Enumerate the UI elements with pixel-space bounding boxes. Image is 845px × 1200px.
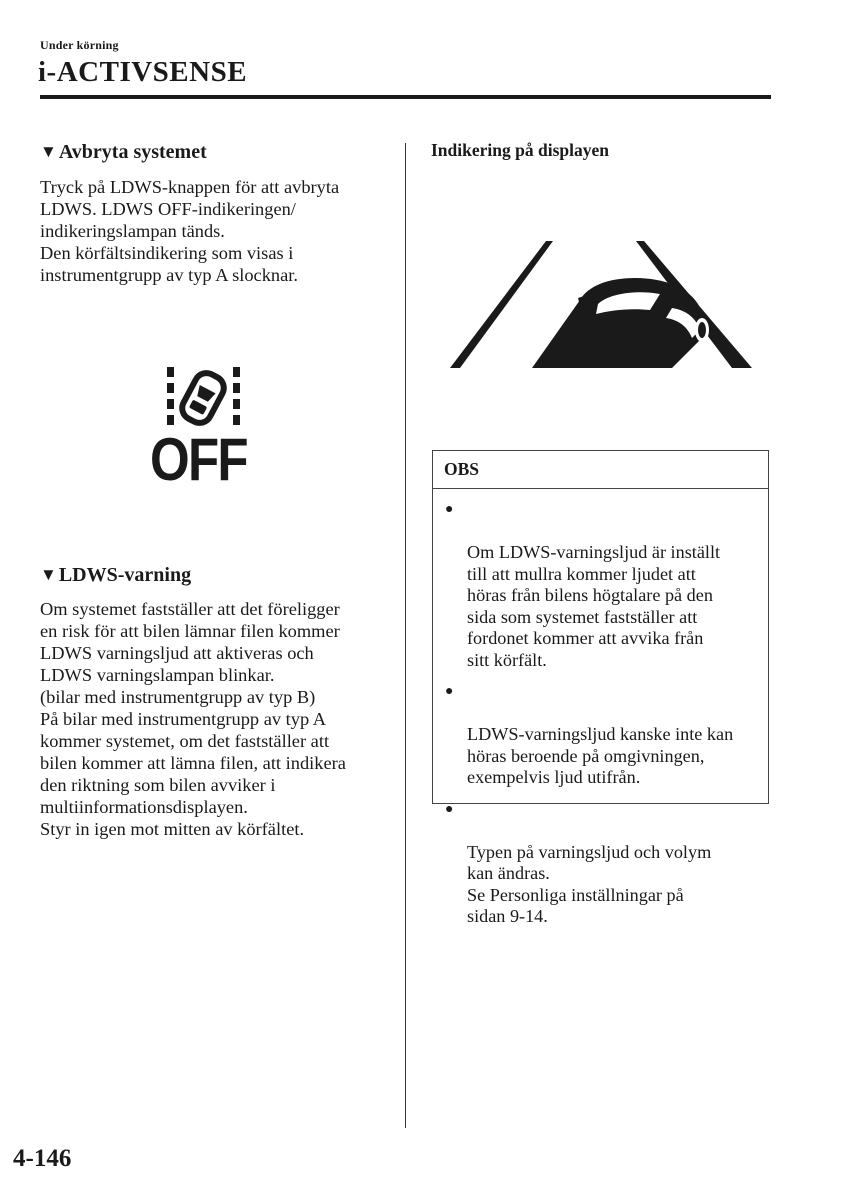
bullet-icon: ●	[445, 502, 454, 517]
ldws-off-indicator	[150, 366, 250, 493]
obs-note-box	[432, 450, 769, 926]
bullet-icon: ●	[445, 801, 454, 817]
triangle-down-icon: ▼	[40, 142, 57, 161]
section-heading	[40, 563, 385, 587]
triangle-down-icon: ▼	[40, 565, 57, 584]
bullet-icon: ●	[445, 684, 454, 699]
list-item-text: LDWS-varningsljud kanske inte kan höras beroende på omgivningen, exempelvis ljud utifrån.	[467, 724, 734, 787]
lane-departure-display-icon	[440, 238, 760, 373]
obs-list	[433, 489, 768, 928]
list-item-text: Om LDWS-varningsljud är inställt till att mullra kommer ljudet att höras från bilens högtalare på den sida som systemet fastställer att fordonet kommer att avvika från sitt körfält.	[467, 542, 721, 670]
section-heading-text: LDWS-varning	[58, 564, 192, 586]
section-heading-text: Avbryta systemet	[58, 141, 207, 163]
section-ldws-varning	[40, 563, 385, 840]
list-item	[445, 681, 758, 789]
page-title: i-ACTIVSENSE	[38, 56, 248, 88]
obs-title: OBS	[433, 451, 768, 489]
section-paragraph: Tryck på LDWS-knappen för att avbryta LDWS. LDWS OFF-indikeringen/ indikeringslampan tänds. Den körfältsindikering som visas i instrumentgrupp av typ A slocknar.	[40, 177, 340, 285]
page-number: 4-146	[13, 1145, 72, 1172]
list-item-text: Typen på varningsljud och volym kan ändras. Se Personliga inställningar på sidan 9-14.	[467, 841, 712, 926]
column-divider	[405, 143, 406, 1128]
display-heading: Indikering på displayen	[431, 140, 609, 160]
section-heading	[40, 140, 385, 164]
section-label: Under körning	[40, 38, 119, 52]
title-rule	[40, 95, 771, 99]
list-item	[445, 499, 758, 671]
ldws-off-label: OFF	[150, 426, 247, 493]
section-paragraph: Om systemet fastställer att det föreligger en risk för att bilen lämnar filen kommer LDWS varningsljud att aktiveras och LDWS varningslampan blinkar. (bilar med instrumentgrupp av typ B) På bilar med instrumentgrupp av typ A kommer systemet, om det fastställer att bilen kommer att lämna filen, att indikera den riktning som bilen avviker i multiinformationsdisplayen. Styr in igen mot mitten av körfältet.	[40, 599, 346, 839]
section-avbryta	[40, 140, 385, 286]
list-item	[445, 799, 758, 928]
